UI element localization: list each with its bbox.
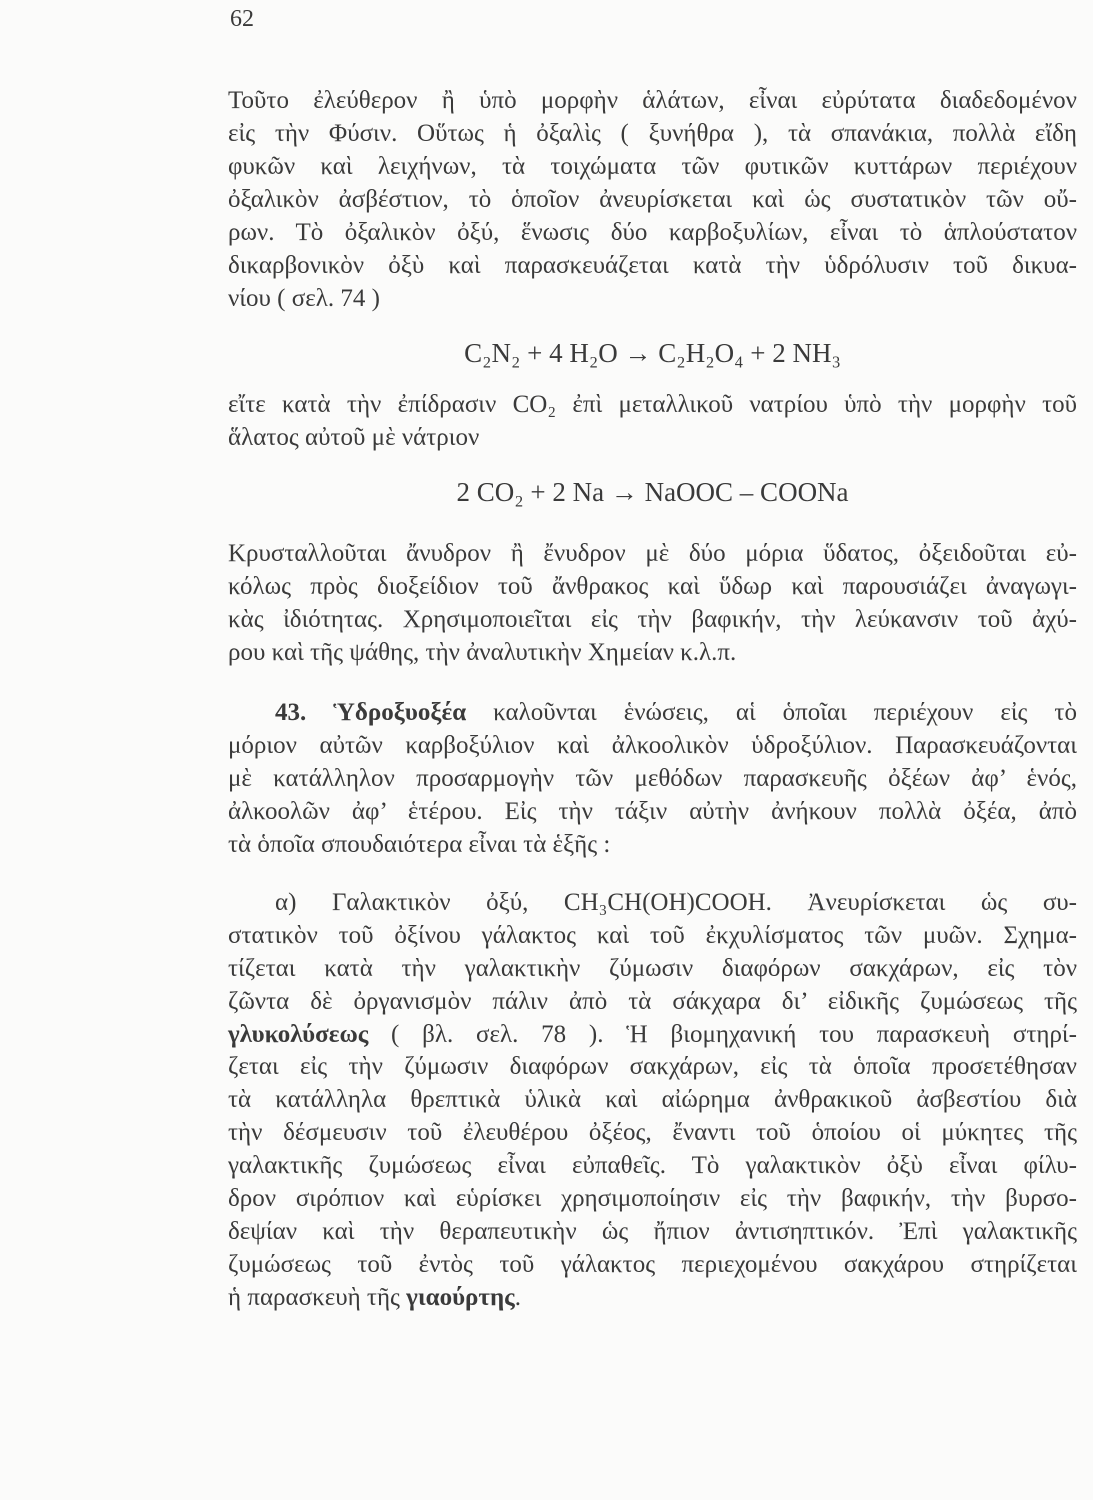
- text-run: ρων. Τὸ ὀξαλικὸν ὀξύ, ἕνωσις δύο καρβοξυλίων, εἶναι τὸ ἁπλούστατον: [228, 219, 1077, 246]
- text-run: στατικὸν τοῦ ὀξίνου γάλακτος καὶ τοῦ ἐκχυλίσματος τῶν μυῶν. Σχημα-: [228, 921, 1077, 949]
- text-line: [228, 986, 1077, 1019]
- text-line: [228, 696, 1077, 729]
- text-line: [228, 388, 1077, 421]
- text-run: μὲ κατάλληλον προσαρμογὴν τῶν μεθόδων παρασκευῆς ὀξέων ἀφ’ ἑνός,: [228, 765, 1077, 792]
- text-run: α) Γαλακτικὸν ὀξύ, CH₃CH(OH)COOH. Ἀνευρίσκεται ὡς συ-: [275, 889, 1077, 916]
- text-run: ἀλκοολῶν ἀφ’ ἑτέρου. Εἰς τὴν τάξιν αὐτὴν ἀνήκουν πολλὰ ὀξέα, ἀπὸ: [228, 798, 1077, 825]
- text-run: ἅλατος αὐτοῦ μὲ νάτριον: [228, 424, 480, 451]
- text-run: εἴτε κατὰ τὴν ἐπίδρασιν CO₂ ἐπὶ μεταλλικοῦ νατρίου ὑπὸ τὴν μορφὴν τοῦ: [228, 391, 1077, 418]
- text-line: [228, 183, 1077, 216]
- text-run: ζυμώσεως τοῦ ἐντὸς τοῦ γάλακτος περιεχομένου σακχάρου στηρίζεται: [228, 1250, 1077, 1278]
- text-line: [228, 636, 1077, 669]
- text-line: [228, 828, 1077, 861]
- text-run: δικαρβονικὸν ὀξὺ καὶ παρασκευάζεται κατὰ τὴν ὑδρόλυσιν τοῦ δικυα-: [228, 252, 1077, 279]
- text-line: [228, 762, 1077, 795]
- text-line: [228, 216, 1077, 249]
- text-line: [228, 84, 1077, 117]
- text-line: [228, 150, 1077, 183]
- text-line: [228, 887, 1077, 920]
- text-line: [228, 603, 1077, 636]
- bold-term: γιαούρτης: [406, 1283, 515, 1311]
- text-run: νίου ( σελ. 74 ): [228, 285, 380, 312]
- text-line: [228, 953, 1077, 986]
- text-run: ὀξαλικὸν ἀσβέστιον, τὸ ὁποῖον ἀνευρίσκεται καὶ ὡς συστατικὸν τῶν οὔ-: [228, 186, 1077, 213]
- text-line: [228, 1216, 1077, 1249]
- text-run: τὰ ὁποῖα σπουδαιότερα εἶναι τὰ ἑξῆς :: [228, 831, 611, 858]
- paragraph-oxalic-acid-occurrence: [228, 84, 1077, 315]
- text-line: [228, 1150, 1077, 1183]
- equation-sodium-oxalate: 2 CO₂ + 2 Na → NaOOC – COONa: [456, 477, 849, 507]
- page-number: 62: [230, 6, 254, 32]
- text-run: τὰ κατάλληλα θρεπτικὰ ὑλικὰ καὶ αἰώρημα ἀνθρακικοῦ ἀσβεστίου διὰ: [228, 1086, 1077, 1114]
- text-line: [228, 282, 1077, 315]
- paragraph-lactic-acid: [228, 887, 1077, 1315]
- text-run: γαλακτικῆς ζυμώσεως εἶναι εὐπαθεῖς. Τὸ γαλακτικὸν ὀξὺ εἶναι φίλυ-: [228, 1152, 1077, 1180]
- text-line: [228, 1117, 1077, 1150]
- text-line: [228, 1282, 1077, 1315]
- paragraph-oxalic-acid-properties: [228, 537, 1077, 669]
- text-run: ρου καὶ τῆς ψάθης, τὴν ἀναλυτικὴν Χημείαν κ.λ.π.: [228, 639, 737, 666]
- text-line: [228, 795, 1077, 828]
- text-run: τίζεται κατὰ τὴν γαλακτικὴν ζύμωσιν διαφόρων σακχάρων, εἰς τὸν: [228, 954, 1077, 982]
- text-run: τὴν δέσμευσιν τοῦ ἐλευθέρου ὀξέος, ἔναντι τοῦ ὁποίου οἱ μύκητες τῆς: [228, 1119, 1077, 1147]
- text-run: ζεται εἰς τὴν ζύμωσιν διαφόρων σακχάρων, εἰς τὰ ὁποῖα προσετέθησαν: [228, 1053, 1077, 1081]
- text-run: εἰς τὴν Φύσιν. Οὕτως ἡ ὀξαλὶς ( ξυνήθρα ), τὰ σπανάκια, πολλὰ εἴδη: [228, 120, 1077, 147]
- text-run: φυκῶν καὶ λειχήνων, τὰ τοιχώματα τῶν φυτικῶν κυττάρων περιέχουν: [228, 153, 1077, 180]
- text-line: [228, 117, 1077, 150]
- text-run: δρον σιρόπιον καὶ εὑρίσκει χρησιμοποίησιν εἰς τὴν βαφικήν, τὴν βυρσο-: [228, 1185, 1077, 1213]
- text-run: ἡ παρασκευὴ τῆς: [228, 1283, 407, 1311]
- text-run: δεψίαν καὶ τὴν θεραπευτικὴν ὡς ἤπιον ἀντισηπτικόν. Ἐπὶ γαλακτικῆς: [228, 1217, 1077, 1245]
- bold-term: 43. Ὑδροξυοξέα: [275, 699, 467, 726]
- text-line: [228, 537, 1077, 570]
- text-line: [228, 1019, 1077, 1052]
- text-run: Τοῦτο ἐλεύθερον ἢ ὑπὸ μορφὴν ἁλάτων, εἶναι εὐρύτατα διαδεδομένον: [228, 87, 1077, 114]
- text-run: Κρυσταλλοῦται ἄνυδρον ἢ ἔνυδρον μὲ δύο μόρια ὕδατος, ὀξειδοῦται εὐ-: [228, 540, 1077, 567]
- text-run: ζῶντα δὲ ὀργανισμὸν πάλιν ἀπὸ τὰ σάκχαρα δι’ εἰδικῆς ζυμώσεως τῆς: [228, 987, 1077, 1015]
- text-run: καλοῦνται ἑνώσεις, αἱ ὁποῖαι περιέχουν εἰς τὸ: [466, 699, 1077, 726]
- text-line: [228, 1051, 1077, 1084]
- text-run: κόλως πρὸς διοξείδιον τοῦ ἄνθρακος καὶ ὕδωρ καὶ παρουσιάζει ἀναγωγι-: [228, 573, 1077, 600]
- text-run: μόριον αὐτῶν καρβοξύλιον καὶ ἀλκοολικὸν ὑδροξύλιον. Παρασκευάζονται: [228, 732, 1077, 759]
- bold-term: γλυκολύσεως: [228, 1020, 369, 1048]
- text-run: κὰς ἰδιότητας. Χρησιμοποιεῖται εἰς τὴν βαφικήν, τὴν λεύκανσιν τοῦ ἀχύ-: [228, 606, 1077, 633]
- text-run: .: [514, 1283, 521, 1311]
- section-43-hydroxy-acids: [228, 696, 1077, 861]
- paragraph-sodium-reaction: [228, 388, 1077, 454]
- text-line: [228, 570, 1077, 603]
- text-line: [228, 920, 1077, 953]
- text-line: [228, 729, 1077, 762]
- text-line: [228, 1084, 1077, 1117]
- text-line: [228, 1183, 1077, 1216]
- equation-cyanogen-hydrolysis: C₂N₂ + 4 H₂O → C₂H₂O₄ + 2 NH₃: [464, 338, 841, 368]
- text-line: [228, 421, 1077, 454]
- text-line: [228, 249, 1077, 282]
- text-run: ( βλ. σελ. 78 ). Ἡ βιομηχανική του παρασκευὴ στηρί-: [368, 1020, 1077, 1048]
- text-line: [228, 1249, 1077, 1282]
